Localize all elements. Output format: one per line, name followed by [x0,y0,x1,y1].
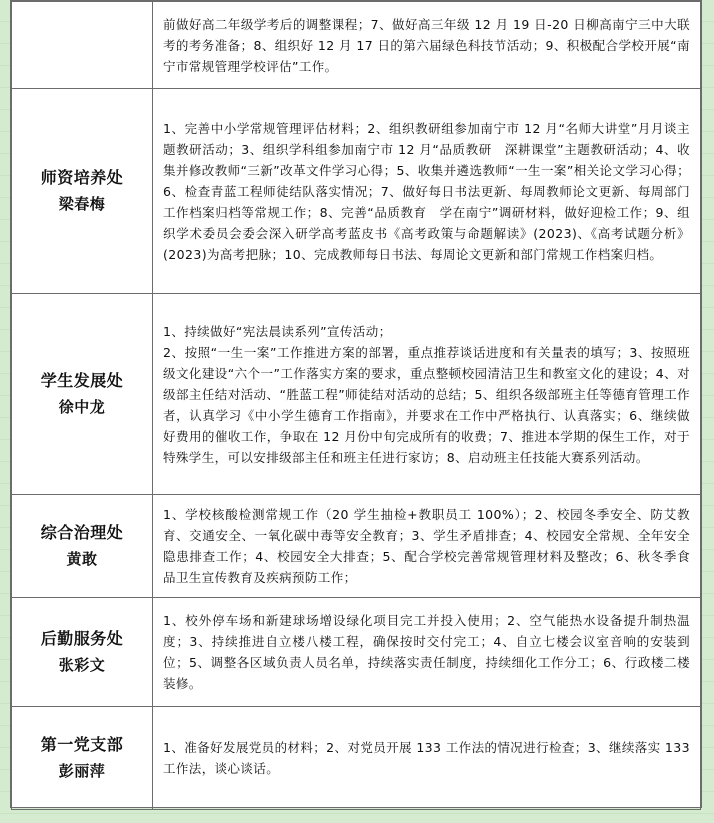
task-cell [153,294,701,495]
dept-cell [12,707,153,810]
person-name: 黄敢 [66,550,98,568]
person-name: 徐中龙 [58,398,106,416]
table-row-logistics-service [12,598,701,707]
dept-cell [12,294,153,495]
dept-cell [12,89,153,294]
dept-name: 综合治理处 [40,523,124,542]
dept-cell-empty [12,2,153,89]
task-text: 1、持续做好“宪法晨读系列”宣传活动； 2、按照“一生一案”工作推进方案的部署，重点推荐谈话进度和有关量表的填写；3、按照班级文化建设“六个一”工作落实方案的要求，重点整顿校园清洁卫生和教室文化的建设；4、对级部主任结对活动、“胜蓝工程”师徒结对活动的总结；5、组织各级部班主任等德育管理工作者，认真学习《中小学生德育工作指南》，并要求在工作中严格执行、认真落实；6、继续做好费用的催收工作，争取在 12 月份中旬完成所有的收费；7、推进本学期的保生工作，对于特殊学生，可以安排级部主任和班主任进行家访；8、启动班主任技能大赛系列活动。 [163,323,690,465]
dept-name: 第一党支部 [40,735,124,754]
dept-name: 师资培养处 [40,168,124,187]
work-plan-table [11,1,701,810]
task-cell [153,495,701,598]
person-name: 彭丽萍 [58,762,106,780]
task-cell [153,707,701,810]
table-row-student-development [12,294,701,495]
person-name: 梁春梅 [58,195,106,213]
work-plan-table-container [10,0,702,808]
table-row-comprehensive-governance [12,495,701,598]
dept-name: 后勤服务处 [40,629,124,648]
task-cell [153,598,701,707]
task-text: 1、完善中小学常规管理评估材料；2、组织教研组参加南宁市 12 月“名师大讲堂”月月谈主题教研活动；3、组织学科组参加南宁市 12 月“品质教研 深耕课堂”主题教研活动；4、收集并修改教师“三新”改革文件学习心得；5、收集并遴选教师“一生一案”相关论文学习心得；6、检查青蓝工程师徒结队落实情况；7、做好每日书法更新、每周教师论文更新、每周部门工作档案归档等常规工作；8、完善“品质教育 学在南宁”调研材料，做好迎检工作；9、组织学术委员会委会深入研学高考蓝皮书《高考政策与命题解读》(2023)、《高考试题分析》(2023)为高考把脉；10、完成教师每日书法、每周论文更新和部门常规工作档案归档。 [163,120,690,262]
task-cell [153,89,701,294]
person-name: 张彩文 [58,656,106,674]
task-text: 1、准备好发展党员的材料；2、对党员开展 133 工作法的情况进行检查；3、继续落实 133 工作法，谈心谈话。 [163,740,690,776]
dept-cell [12,598,153,707]
table-row-continuation [12,2,701,89]
table-row-party-branch [12,707,701,810]
table-row-teacher-development [12,89,701,294]
dept-cell [12,495,153,598]
dept-name: 学生发展处 [40,371,124,390]
task-text: 前做好高二年级学考后的调整课程；7、做好高三年级 12 月 19 日-20 日柳高南宁三中大联考的考务准备；8、组织好 12 月 17 日的第六届绿色科技节活动；9、积极配合学校开展“南宁市常规管理学校评估”工作。 [163,16,690,74]
task-text: 1、校外停车场和新建球场增设绿化项目完工并投入使用；2、空气能热水设备提升制热温度；3、持续推进自立楼八楼工程，确保按时交付完工；4、自立七楼会议室音响的安装到位；5、调整各区域负责人员名单，持续落实责任制度，持续细化工作分工；6、行政楼二楼装修。 [163,613,690,691]
task-text: 1、学校核酸检测常规工作（20 学生抽检+教职员工 100%）；2、校园冬季安全、防艾教育、交通安全、一氧化碳中毒等安全教育；3、学生矛盾排查；4、校园安全常规、全年安全隐患排查工作；4、校园安全大排查；5、配合学校完善常规管理材料及整改；6、秋冬季食品卫生宣传教育及疾病预防工作； [163,507,690,585]
task-cell [153,2,701,89]
